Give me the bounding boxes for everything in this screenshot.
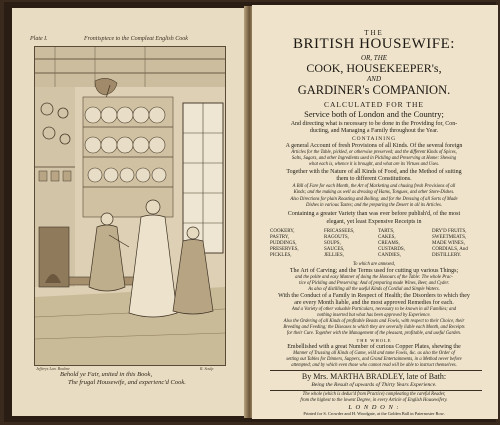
general-line-2: Articles for the Table, pickled, or otherwise preserved; and the different Kinds of Spices, — [291, 150, 457, 155]
recipe-item: PUDDINGS, — [270, 241, 297, 246]
imprint-city: L O N D O N : — [348, 404, 400, 411]
garden-line-1: And a Variety of other valuable Particulars, necessary to be known in all Families; and — [291, 307, 457, 312]
carving-line-3: tice of Pickling and Preserving: And of preparing made Wines, Beer, and Cyder. — [299, 281, 449, 286]
recipe-item: CAKES, — [378, 235, 396, 240]
divider-rule — [270, 370, 482, 371]
title-cook: COOK, HOUSEKEEPER's, — [306, 61, 442, 75]
recipe-item: DISTILLERY. — [432, 253, 462, 258]
recipe-item: PICKLES, — [270, 253, 292, 258]
recipe-columns — [270, 229, 484, 265]
general-line-4: what each is, whence it is brought, and what are its Virtues and Uses. — [308, 162, 440, 167]
garden-line-5: for their Cure. Together with the Management of the pleasant, profitable, and useful Garden. — [286, 331, 462, 336]
also-line-2: Dishes in various Tastes; and the preparing the Desert in all its Articles. — [306, 203, 442, 208]
title-main: BRITISH HOUSEWIFE: — [293, 36, 455, 52]
embellished-line-3: setting out Tables for Dinners, Suppers, and Grand Entertainments, in a Method never before — [286, 357, 462, 362]
title-calculated: CALCULATED FOR THE — [324, 100, 424, 109]
embellished-line-4: attempted; and by which even those who cannot read will be able to instruct themselves. — [291, 363, 457, 368]
garden-line-3: Also the Ordering of all Kinds of profitable Beasts and Fowls, with respect to their Choice, their — [283, 319, 465, 324]
embellished-line-2: Manner of Trussing all Kinds of Game, wild and tame Fowls, &c. as also the Order of — [293, 351, 455, 356]
conduct-line-1: With the Conduct of a Family in Respect of Health; the Disorders to which they — [278, 293, 470, 299]
recipe-item: MADE WINES, — [432, 241, 465, 246]
recipe-item: PASTRY, — [270, 235, 290, 240]
recipe-item: PRESERVES, — [270, 247, 299, 252]
plate-title: Frontispiece to the Compleat English Cook — [84, 36, 188, 42]
title-the: THE — [364, 29, 384, 37]
general-line-3: Salts, Sugars, and other Ingredients used in Pickling and Preserving at Home: Shewing — [291, 156, 457, 161]
garden-line-2: nothing inserted but what has been approved by Experience. — [317, 313, 431, 318]
the-whole-label: THE WHOLE — [356, 338, 392, 343]
plate-number: Plate I. — [30, 36, 48, 42]
imprint-printer: Printed for S. Crowder and H. Woodgate, at the Golden Ball in Paternoster Row. — [303, 411, 445, 416]
embellished-line-1: Embellished with a great Number of curious Copper Plates, shewing the — [287, 344, 461, 350]
title-page-content — [252, 3, 496, 417]
together-line-2: them to different Constitutions. — [336, 176, 412, 182]
garden-line-4: Breeding and Feeding; the Diseases to which they are severally liable each Month, and Receipts — [283, 325, 465, 330]
recipe-item: CREAMS, — [378, 241, 400, 246]
also-line-1: Also Directions for plain Roasting and Boiling; and for the Dressing of all Sorts of Made — [290, 197, 458, 202]
recipe-item: SOUPS, — [324, 241, 341, 246]
recipe-column-1 — [270, 229, 322, 265]
recipe-item: FRICASSEES, — [324, 229, 355, 234]
recipe-column-4 — [432, 229, 484, 265]
engraver-credit-right: R. Sculp — [200, 366, 214, 371]
carving-line-1: The Art of Carving; and the Terms used for cutting up various Things; — [289, 268, 459, 274]
carving-line-2: and the polite and easy Manner of doing the Honours of the Table: The whole Prac- — [295, 275, 453, 280]
carving-line-4: As also of distilling all the useful Kinds of Cordial and Simple Waters. — [308, 287, 440, 292]
kitchen-engraving — [34, 46, 226, 366]
bill-line-1: A Bill of Fare for each Month, the Art of Marketing and chusing fresh Provisions of all — [292, 184, 456, 189]
title-or: OR, THE — [360, 54, 388, 62]
motto-line-2: The frugal Housewife, and experienc'd Cook. — [68, 378, 186, 386]
recipe-column-3 — [378, 229, 430, 265]
divider-rule — [270, 390, 482, 391]
title-service: Service both of London and the Country; — [304, 109, 444, 119]
experience-line: Being the Result of upwards of Thirty Years Experience. — [311, 382, 437, 388]
together-line-1: Together with the Nature of all Kinds of Food, and the Method of suiting — [286, 169, 462, 175]
motto-line-1: Behold ye Fair, united in this Book, — [60, 371, 153, 378]
author-line: By Mrs. MARTHA BRADLEY, late of Bath: — [301, 372, 447, 381]
recipe-item: CUSTARDS, — [378, 247, 405, 252]
whole-note-2: from the highest to the lowest Degree, in every Article of English Housewifery. — [300, 398, 448, 403]
bill-line-2: Kinds; and the making as well as dressing of Hams, Tongues, and other Store-Dishes. — [293, 190, 455, 195]
recipe-item: JELLIES, — [324, 253, 344, 258]
conduct-line-2: are every Month liable, and the most approved Remedies for each. — [294, 300, 454, 306]
whole-note-1: The whole (which is deduc'd from Practice) compleating the careful Reader, — [302, 392, 446, 397]
general-line-1: A general Account of fresh Provisions of all Kinds. Of the several foreign — [285, 143, 463, 149]
variety-line-1: Containing a greater Variety than was ever before publish'd, of the most — [287, 211, 461, 217]
directing-line-2: ducting, and Managing a Family throughout the Year. — [309, 128, 439, 134]
recipe-item: SWEETMEATS, — [432, 235, 467, 240]
directing-line-1: And directing what is necessary to be done in the Providing for, Con- — [290, 121, 458, 127]
recipe-item: CANDIES, — [378, 253, 401, 258]
recipe-column-2 — [324, 229, 376, 265]
title-gardiner: GARDINER's COMPANION. — [297, 83, 451, 97]
to-which-annexed: To which are annexed, — [352, 262, 396, 267]
containing-label: CONTAINING — [351, 136, 397, 142]
recipe-item: CORDIALS, And — [432, 247, 468, 252]
recipe-item: COOKERY, — [270, 229, 295, 234]
plate-motto — [60, 371, 220, 386]
recipe-item: SAUCES, — [324, 247, 345, 252]
variety-line-2: elegant, yet least Expensive Receipts in — [326, 219, 422, 225]
kitchen-scene-image — [35, 47, 225, 365]
recipe-item: RAGOUTS, — [324, 235, 349, 240]
recipe-item: TARTS, — [378, 229, 395, 234]
engraver-credit-left: Jefferys Lan. Boulme — [36, 366, 70, 371]
title-and: AND — [367, 75, 381, 83]
recipe-item: DRY'D FRUITS, — [432, 229, 467, 234]
